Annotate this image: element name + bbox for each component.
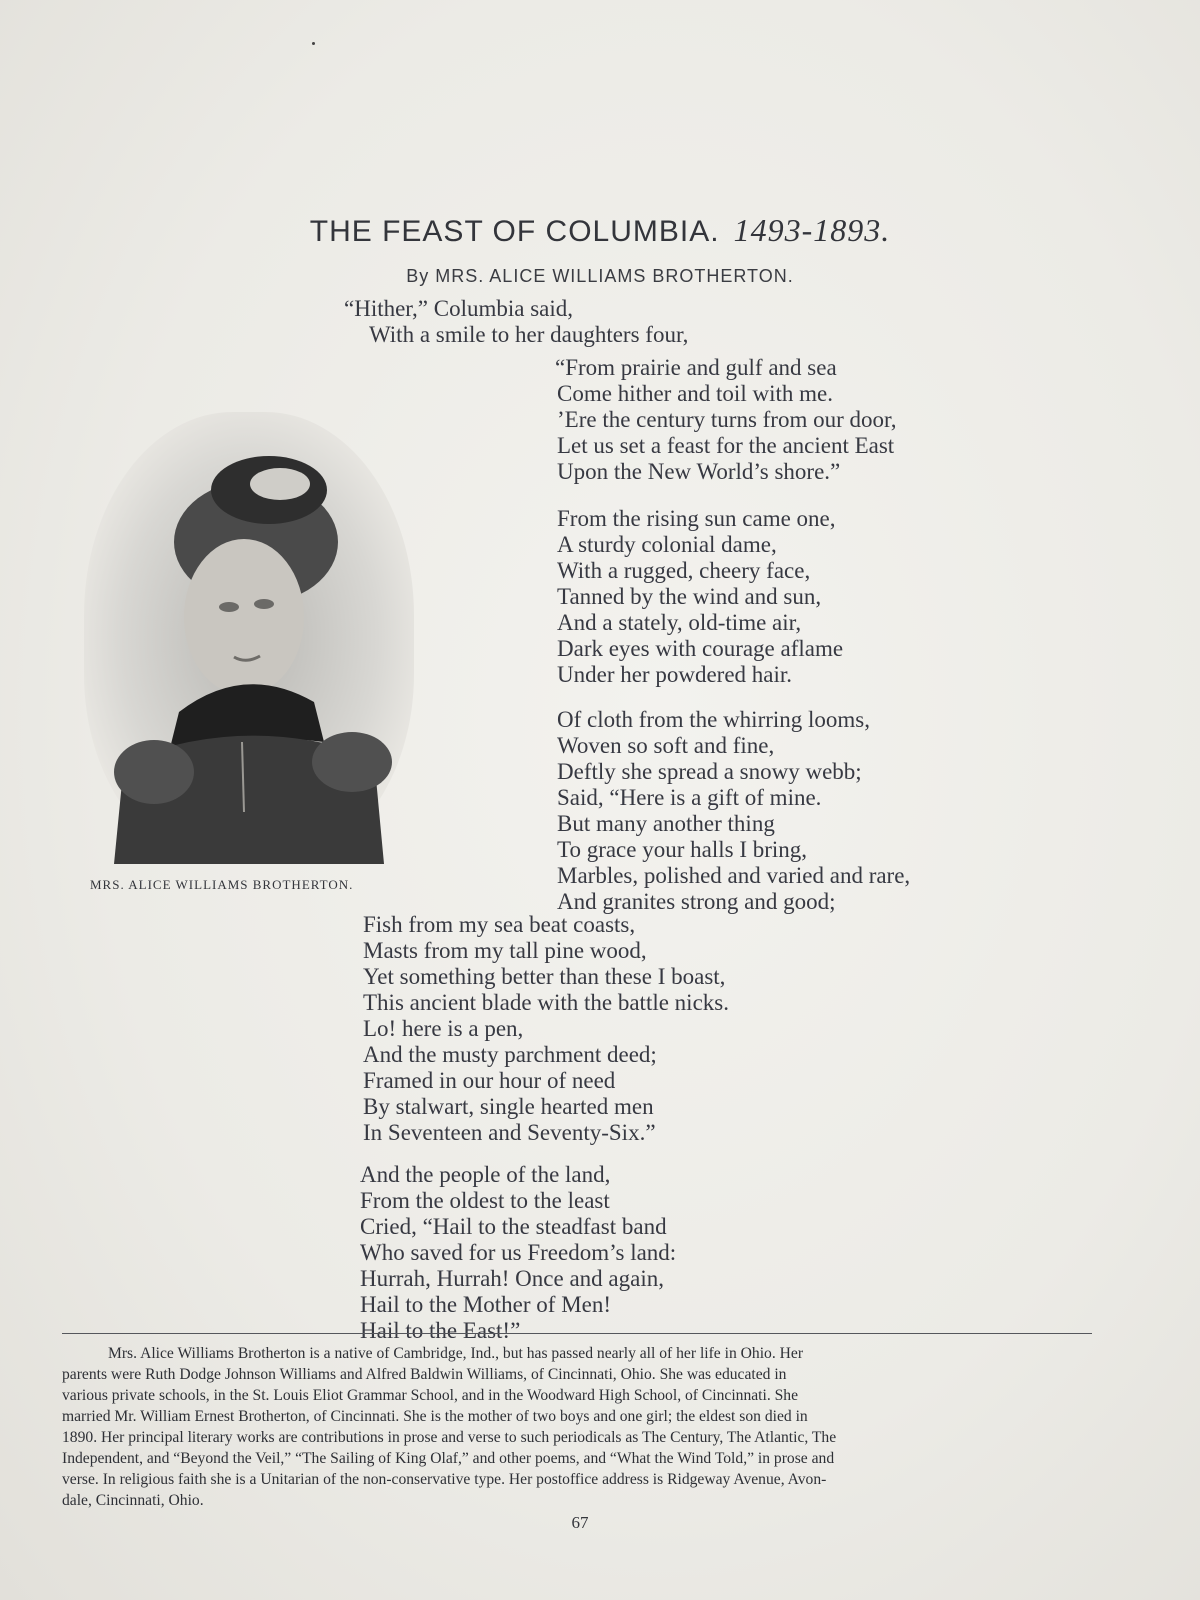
poem-line: From the oldest to the least [360, 1188, 610, 1213]
poem-line: Said, “Here is a gift of mine. [557, 785, 822, 810]
poem-title-text: THE FEAST OF COLUMBIA. [309, 215, 720, 248]
portrait-caption: MRS. ALICE WILLIAMS BROTHERTON. [90, 877, 354, 892]
poem-line: But many another thing [557, 811, 775, 836]
poem-line: Hail to the Mother of Men! [360, 1292, 612, 1317]
poem-line: By stalwart, single hearted men [363, 1094, 654, 1119]
poem-line: Dark eyes with courage aflame [557, 636, 844, 661]
poem-line: Framed in our hour of need [363, 1068, 616, 1093]
poem-line: Woven so soft and fine, [557, 733, 775, 758]
portrait-illustration [84, 412, 414, 864]
footnote-line: Mrs. Alice Williams Brotherton is a native of Cambridge, Ind., but has passed nearly all of her life in Ohio. Her [108, 1345, 804, 1362]
poem-title [0, 212, 1200, 249]
poem-line: Tanned by the wind and sun, [557, 584, 822, 609]
poem-line: To grace your halls I bring, [557, 837, 808, 862]
poem-line: Under her powdered hair. [557, 662, 793, 687]
ink-speck [312, 42, 315, 45]
footnote-line: 1890. Her principal literary works are contributions in prose and verse to such periodicals as The Century, The Atlantic, The [62, 1429, 837, 1446]
footnote-line: married Mr. William Ernest Brotherton, of Cincinnati. She is the mother of two boys and one girl; the eldest son died in [62, 1408, 808, 1425]
author-biography-footnote [62, 1343, 1090, 1511]
poem-line: From the rising sun came one, [557, 506, 836, 531]
poem-line: A sturdy colonial dame, [557, 532, 777, 557]
poem-line: Lo! here is a pen, [363, 1016, 524, 1041]
poem-line: ’Ere the century turns from our door, [557, 407, 897, 432]
poem-line: Upon the New World’s shore.” [557, 459, 841, 484]
poem-line: Who saved for us Freedom’s land: [360, 1240, 677, 1265]
poem-line: And the musty parchment deed; [363, 1042, 657, 1067]
poem-line: Hail to the East!” [360, 1318, 521, 1343]
poem-line: Fish from my sea beat coasts, [363, 912, 636, 937]
footnote-line: various private schools, in the St. Louis Eliot Grammar School, and in the Woodward High School, of Cincinnati. She [62, 1387, 799, 1404]
poem-line: Deftly she spread a snowy webb; [557, 759, 862, 784]
poem-line: And a stately, old-time air, [557, 610, 802, 635]
footnote-divider [62, 1333, 1092, 1334]
poem-line: “Hither,” Columbia said, [344, 296, 574, 321]
poem-line: Let us set a feast for the ancient East [557, 433, 895, 458]
poem-line: And the people of the land, [360, 1162, 611, 1187]
poem-line: Yet something better than these I boast, [363, 964, 726, 989]
footnote-line: parents were Ruth Dodge Johnson Williams and Alfred Baldwin Williams, of Cincinnati, Ohio. She was educated in [62, 1366, 787, 1383]
footnote-line: dale, Cincinnati, Ohio. [62, 1492, 204, 1509]
poem-line: “From prairie and gulf and sea [555, 355, 837, 380]
poem-line: Marbles, polished and varied and rare, [557, 863, 911, 888]
poem-line: With a smile to her daughters four, [369, 322, 689, 347]
footnote-line: verse. In religious faith she is a Unitarian of the non-conservative type. Her postoffice address is Ridgeway Avenue, Avon- [62, 1471, 827, 1488]
poem-byline: By MRS. ALICE WILLIAMS BROTHERTON. [406, 266, 794, 286]
poem-line: In Seventeen and Seventy-Six.” [363, 1120, 656, 1145]
author-portrait [84, 412, 414, 864]
page-number: 67 [571, 1513, 589, 1532]
poem-line: Hurrah, Hurrah! Once and again, [360, 1266, 664, 1291]
footnote-line: Independent, and “Beyond the Veil,” “The Sailing of King Olaf,” and other poems, and “What the Wind Told,” in prose and [62, 1450, 835, 1467]
poem-line: This ancient blade with the battle nicks. [363, 990, 729, 1015]
poem-line: Come hither and toil with me. [557, 381, 833, 406]
poem-line: And granites strong and good; [557, 889, 836, 914]
poem-line: Of cloth from the whirring looms, [557, 707, 871, 732]
poem-line: Cried, “Hail to the steadfast band [360, 1214, 667, 1239]
poem-line: Masts from my tall pine wood, [363, 938, 647, 963]
poem-title-years: 1493-1893. [733, 212, 891, 248]
poem-line: With a rugged, cheery face, [557, 558, 811, 583]
